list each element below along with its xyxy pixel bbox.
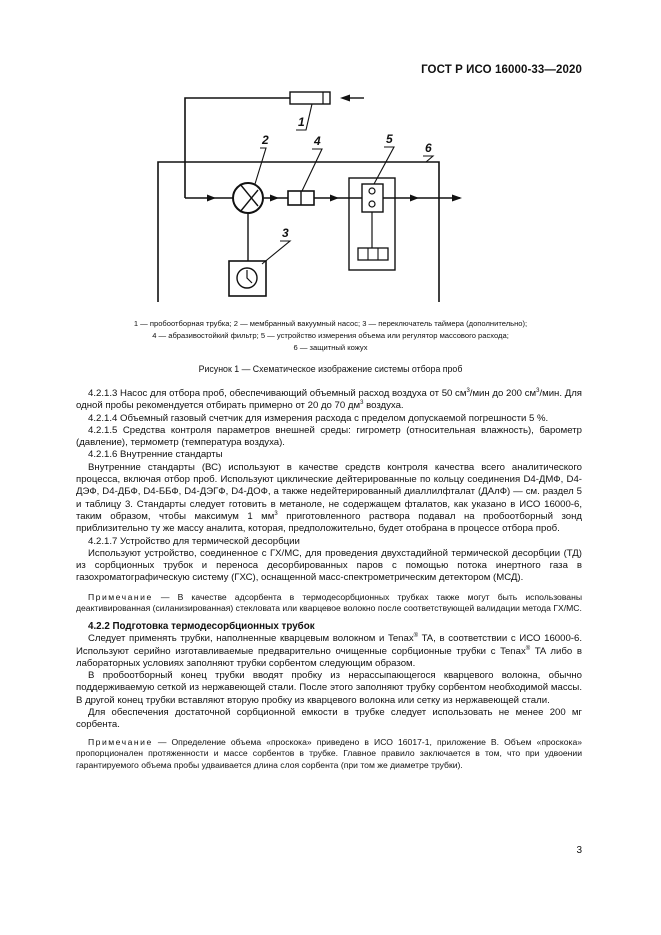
protective-housing bbox=[158, 162, 439, 302]
callout-1: 1 bbox=[298, 115, 305, 129]
figure-caption: Рисунок 1 — Схематическое изображение системы отбора проб bbox=[198, 364, 463, 374]
section-422-heading: 4.2.2 Подготовка термодесорбционных трубок bbox=[88, 620, 315, 632]
note-2: Примечание — Определение объема «проскока» приведено в ИСО 16017-1, приложение B. Объем «проскока» пропорционален протяженности и массе сорбентов в трубке. Главное правило заключается в том, что при удвоении гарантируемого объема пробы удваивается длина слоя сорбента (при том же диаметре трубки). bbox=[76, 736, 582, 770]
para-4217-body: Используют устройство, соединенное с ГХ/МС, для проведения двухстадийной термической десорбции (ТД) из сорбционных трубок и переноса десорбированных паров с помощью потока инертного газа в газохроматографическую систему (ГХС), оснащенной масс-спектрометрическим детектором (МСД). bbox=[76, 547, 582, 584]
inlet-arrow bbox=[340, 95, 350, 102]
callout-6: 6 bbox=[425, 141, 432, 155]
diaphragm-pump bbox=[233, 183, 263, 213]
outlet-arrow bbox=[452, 195, 462, 202]
para-422-1: Следует применять трубки, наполненные кварцевым волокном и Tenax® TA, в соответствии с ИСО 16000-6. Используют серийно изготавливаемые предварительно очищенные сорбционные трубки с Tenax® TA либо в лабораторных условиях заполняют трубки сорбентом следующим образом. bbox=[76, 633, 582, 669]
para-422-3: Для обеспечения достаточной сорбционной емкости в трубке следует использовать не менее 200 мг сорбента. bbox=[76, 707, 582, 731]
para-4215: 4.2.1.5 Средства контроля параметров внешней среды: гигрометр (относительная влажность), барометр (давление), термометр (температура воздуха). bbox=[76, 424, 582, 449]
para-4216-title: 4.2.1.6 Внутренние стандарты bbox=[88, 449, 223, 461]
para-422-2: В пробоотборный конец трубки вводят пробку из нерассыпающегося кварцевого волокна, обычно поддерживаемую сеткой из нержавеющей стали. После этого заполняют трубку сорбентом необходимой массы. В другой конец трубки вставляют вторую пробку из кварцевого волокна или сетку из нержавеющей стали. bbox=[76, 670, 582, 706]
pipe-to-sampling-tube bbox=[185, 98, 290, 198]
page-number: 3 bbox=[576, 845, 582, 856]
sampling-system-diagram bbox=[0, 0, 661, 320]
callout-2: 2 bbox=[262, 133, 269, 147]
callout-4: 4 bbox=[314, 134, 321, 148]
para-4214: 4.2.1.4 Объемный газовый счетчик для измерения расхода с пределом допускаемой погрешности 5 %. bbox=[88, 412, 549, 424]
figure-legend-line-3: 6 — защитный кожух bbox=[293, 343, 368, 352]
para-4217-title: 4.2.1.7 Устройство для термической десорбции bbox=[88, 535, 300, 547]
callout-3: 3 bbox=[282, 226, 289, 240]
flow-display bbox=[358, 248, 388, 260]
document-body bbox=[76, 388, 582, 771]
callout-5: 5 bbox=[386, 132, 393, 146]
para-4213: 4.2.1.3 Насос для отбора проб, обеспечивающий объемный расход воздуха от 50 $см^3$/мин до 200 $см^3$/мин. Для одной пробы рекомендуется отбирать примерно от 20 до 70 $дм^3$ воздуха. bbox=[76, 388, 582, 412]
sampling-tube bbox=[290, 92, 330, 104]
figure-legend-line-2: 4 — абразивостойкий фильтр; 5 — устройство измерения объема или регулятор массового расхода; bbox=[152, 331, 509, 340]
figure-legend-line-1: 1 — пробоотборная трубка; 2 — мембранный вакуумный насос; 3 — переключатель таймера (дополнительно); bbox=[133, 319, 528, 328]
note-1: Примечание — В качестве адсорбента в термодесорбционных трубках также могут быть использованы деактивированная (силанизированная) стекловата или кварцевое волокно после соответствующей валидации метода ГХ/МС. bbox=[76, 591, 582, 614]
document-header: ГОСТ Р ИСО 16000-33—2020 bbox=[421, 64, 582, 76]
para-4216-body: Внутренние стандарты (ВС) используют в качестве средств контроля качества всего аналитического процесса, включая отбор проб. Используют циклические дейтерированные по кольцу соединения D4-ДМФ, D4-ДЭФ, D4-ДБФ, D4-ББФ, D4-ДЭГФ, D4-ДОФ, а также недейтерированный диаллилфталат (ДАлФ) — см. раздел 5 и таблицу 3. Стандарты следует готовить в метаноле, не содержащем фталатов, как указано в ИСО 16000-6, таким образом, чтобы максимум 1 $мм^3$ приготовленного раствора подавал на пробоотборный зонд приблизительно ту же массу аналита, которая, предположительно, будет отобрана в процессе отбора проб. bbox=[76, 461, 582, 535]
